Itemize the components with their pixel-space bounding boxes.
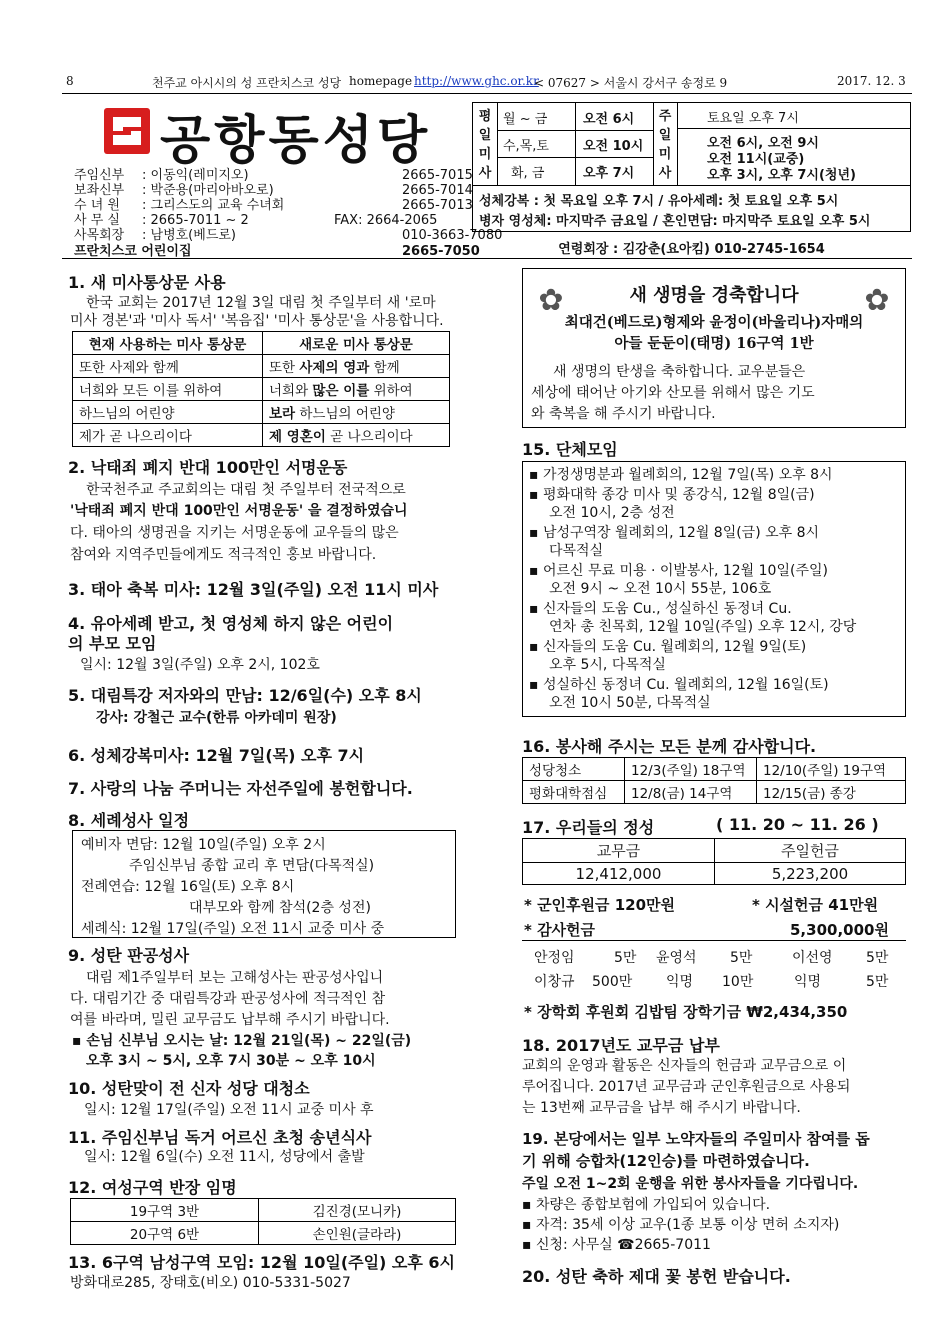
section-2-title: 2. 낙태죄 폐지 반대 100만인 서명운동	[68, 458, 348, 477]
baptism-schedule-box: 예비자 면담: 12월 10일(주일) 오후 2시 주임신부님 종합 교리 후 면담(다목적실) 전례연습: 12월 16일(토) 오후 8시 대부모와 함께 참석(2층 성전) 세례식: 12월 17일(주일) 오전 11시 교중 미사 중	[72, 830, 456, 938]
section-20-title: 20. 성탄 축하 제대 꽃 봉헌 받습니다.	[522, 1267, 791, 1286]
org-name: 천주교 아시시의 성 프란치스코 성당	[152, 76, 342, 90]
church-logo-icon	[104, 108, 150, 154]
issue-date: 2017. 12. 3	[837, 74, 906, 88]
section-10-title: 10. 성탄맞이 전 신자 성당 대청소	[68, 1079, 310, 1098]
staff-row: 수 녀 원 : 그리스도의 교육 수녀회 2665-7013	[74, 198, 473, 213]
mass-schedule-table: 평일미사 월 ~ 금 오전 6시 수,목,토 오전 10시 화, 금 오후 7시 주일미사 토요일 오후 7시 오전 6시, 오전 9시 오전 11시(교중) 오후 3시, 오후 7시(청년)	[472, 102, 911, 186]
section-17-title: 17. 우리들의 정성	[522, 818, 655, 837]
group-meetings-box: ▪ 가정생명분과 월례회의, 12월 7일(목) 오후 8시 ▪ 평화대학 종강 미사 및 종강식, 12월 8일(금) 오전 10시, 2층 성전 ▪ 남성구역장 월례회의, 12월 8일(금) 오후 8시 다목적실 ▪ 어르신 무료 미용 · 이발봉사, 12월 10일(주일) 오전 9시 ~ 오전 10시 55분, 106호 ▪ 신자들의 도움 Cu., 성실하신 동정녀 Cu. 연차 총 친목회, 12월 10일(주일) 오후 12시, 강당 ▪ 신자들의 도움 Cu. 월례회의, 12월 9일(토) 오후 5시, 다목적실 ▪ 성실하신 동정녀 Cu. 월례회의, 12월 16일(토) 오전 10시 50분, 다목적실	[522, 461, 906, 717]
header-bar	[62, 74, 912, 92]
weekday-mass-label: 평일미사	[478, 109, 492, 181]
address: < 07627 > 서울시 강서구 송정로 9	[534, 76, 728, 90]
funeral-committee-contact: 연령회장 : 김강춘(요아킴) 010-2745-1654	[558, 242, 825, 257]
section-13-title: 13. 6구역 남성구역 모임: 12월 10일(주일) 오후 6시	[68, 1253, 455, 1272]
section-11-title: 11. 주임신부님 독거 어르신 초청 송년식사	[68, 1128, 372, 1147]
section-18-title: 18. 2017년도 교무금 납부	[522, 1036, 720, 1055]
flower-ornament-icon: ✿	[538, 283, 564, 318]
section-3-title: 3. 태아 축복 미사: 12월 3일(주일) 오전 11시 미사	[68, 580, 439, 599]
staff-row: 사목회장 : 남병호(베드로) 010-3663-7080	[74, 228, 503, 243]
offering-table: 교무금 주일헌금 12,412,000 5,223,200	[522, 838, 906, 885]
section-6-title: 6. 성체강복미사: 12월 7일(목) 오후 7시	[68, 746, 365, 765]
flower-ornament-icon: ✿	[864, 283, 890, 318]
staff-row: 사 무 실 : 2665-7011 ~ 2 FAX: 2664-2065	[74, 213, 438, 228]
section-7-title: 7. 사랑의 나눔 주머니는 자선주일에 봉헌합니다.	[68, 779, 413, 798]
section-16-title: 16. 봉사해 주시는 모든 분께 감사합니다.	[522, 737, 817, 756]
staff-row: 프란치스코 어린이집 2665-7050	[74, 244, 480, 259]
section-12-title: 12. 여성구역 반장 임명	[68, 1178, 237, 1197]
sacrament-schedule: 성체강복 : 첫 목요일 오후 7시 / 유아세례: 첫 토요일 오후 5시 병자 영성체: 마지막주 금요일 / 혼인면담: 마지막주 토요일 오후 5시	[472, 186, 911, 232]
section-1-title: 1. 새 미사통상문 사용	[68, 273, 226, 292]
district-leader-table: 19구역 3반 김진경(모니카) 20구역 6반 손인원(글라라)	[70, 1198, 456, 1245]
section-4-title: 4. 유아세례 받고, 첫 영성체 하지 않은 어린이	[68, 614, 394, 633]
page-number: 8	[66, 74, 74, 88]
volunteer-table: 성당청소 12/3(주일) 18구역 12/10(주일) 19구역 평화대학점심 12/8(금) 14구역 12/15(금) 종강	[522, 757, 906, 804]
staff-row: 주임신부 : 이동익(레미지오) 2665-7015	[74, 168, 473, 183]
section-19-title: 19. 본당에서는 일부 노약자들의 주일미사 참여를 돕	[522, 1130, 870, 1148]
staff-row: 보좌신부 : 박준용(마리아바오로) 2665-7014	[74, 183, 473, 198]
new-life-announcement-box: ✿ ✿ 새 생명을 경축합니다 최대건(베드로)형제와 윤정이(바울리나)자매의 아들 둔둔이(태명) 16구역 1반 새 생명의 탄생을 축하합니다. 교우분들은 세상에 태어난 아기와 산모를 위해서 많은 기도 와 축복을 해 주시기 바랍니다.	[522, 268, 906, 428]
section-8-title: 8. 세례성사 일정	[68, 811, 190, 830]
masthead-title: 공항동성당	[160, 111, 432, 171]
homepage-link[interactable]: http://www.ghc.or.kr	[414, 74, 539, 88]
homepage-label: homepage	[349, 74, 413, 88]
section-15-title: 15. 단체모임	[522, 440, 618, 459]
mass-text-compare-table: 현재 사용하는 미사 통상문 새로운 미사 통상문 또한 사제와 함께 또한 사제의 영과 함께 너희와 모든 이를 위하여 너희와 많은 이를 위하여 하느님의 어린양 보라 하느님의 어린양 제가 곧 나으리이다 제 영혼이 곧 나으리이다	[72, 331, 450, 447]
sunday-mass-label: 주일미사	[658, 109, 672, 181]
section-9-title: 9. 성탄 판공성사	[68, 946, 190, 965]
section-5-title: 5. 대림특강 저자와의 만남: 12/6일(수) 오후 8시	[68, 686, 422, 705]
